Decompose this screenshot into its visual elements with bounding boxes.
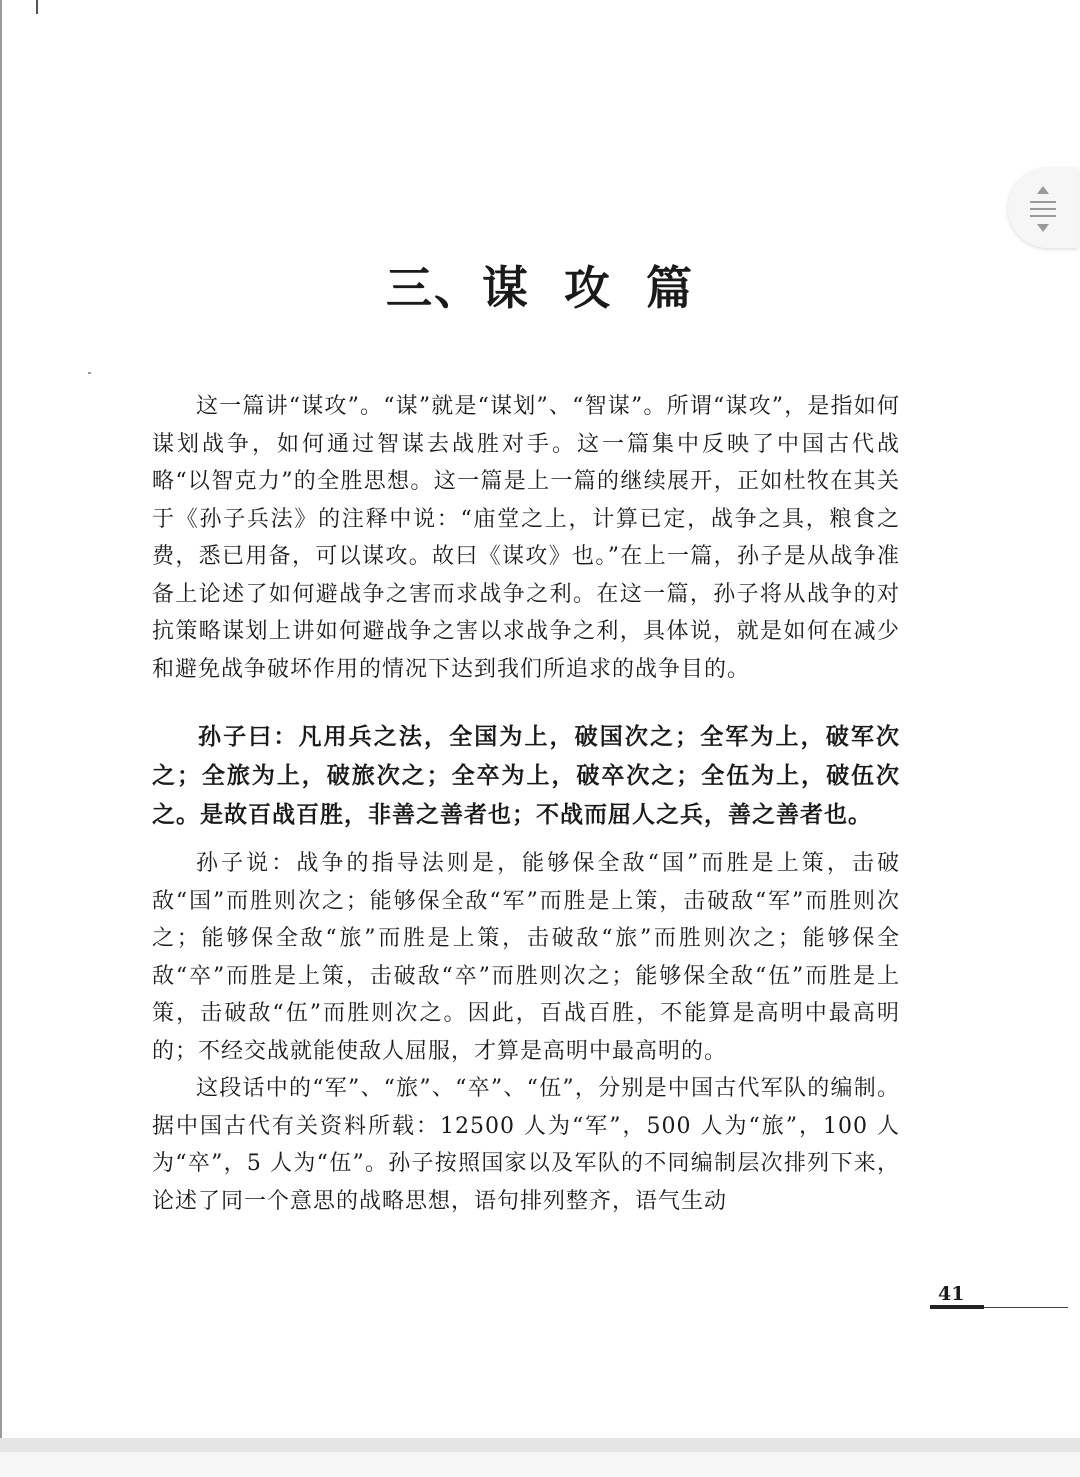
next-page-strip bbox=[0, 1452, 1080, 1477]
scroll-line bbox=[1030, 201, 1056, 203]
arrow-up-icon bbox=[1037, 186, 1049, 194]
chapter-title-part: 篇 bbox=[646, 261, 694, 315]
scan-speck bbox=[88, 372, 91, 374]
chapter-title bbox=[0, 258, 1080, 318]
page-number-bar bbox=[930, 1305, 984, 1309]
original-text-quote: 孙子曰：凡用兵之法，全国为上，破国次之；全军为上，破军次之；全旅为上，破旅次之；全卒为上，破卒次之；全伍为上，破伍次之。是故百战百胜，非善之善者也；不战而屈人之兵，善之善者也。 bbox=[152, 724, 900, 828]
page-edge bbox=[0, 0, 2, 1440]
page-separator bbox=[0, 1438, 1080, 1452]
arrow-down-icon bbox=[1037, 224, 1049, 232]
scroll-line bbox=[1030, 215, 1056, 217]
page-number: 41 bbox=[938, 1283, 965, 1305]
translation-paragraph: 孙子说：战争的指导法则是，能够保全敌“国”而胜是上策，击破敌“国”而胜则次之；能够保全敌“军”而胜是上策，击破敌“军”而胜则次之；能够保全敌“旅”而胜是上策，击破敌“旅”而胜则次之；能够保全敌“卒”而胜是上策，击破敌“卒”而胜则次之；能够保全敌“伍”而胜是上策，击破敌“伍”而胜则次之。因此，百战百胜，不能算是高明中最高明的；不经交战就能使敌人屈服，才算是高明中最高明的。 bbox=[152, 851, 900, 1064]
scroll-line bbox=[1030, 208, 1056, 210]
scroll-position-icon[interactable] bbox=[1008, 168, 1078, 248]
scan-mark bbox=[36, 0, 38, 14]
page-number-rule bbox=[984, 1307, 1068, 1308]
commentary-paragraph: 这段话中的“军”、“旅”、“卒”、“伍”，分别是中国古代军队的编制。据中国古代有关资料所载：12500 人为“军”，500 人为“旅”，100 人为“卒”，5 人为“伍”。孙子按照国家以及军队的不同编制层次排列下来，论述了同一个意思的战略思想，语句排列整齐，语气生动 bbox=[152, 1076, 900, 1214]
page-body bbox=[152, 388, 900, 1220]
intro-paragraph: 这一篇讲“谋攻”。“谋”就是“谋划”、“智谋”。所谓“谋攻”，是指如何谋划战争，如何通过智谋去战胜对手。这一篇集中反映了中国古代战略“以智克力”的全胜思想。这一篇是上一篇的继续展开，正如杜牧在其关于《孙子兵法》的注释中说：“庙堂之上，计算已定，战争之具，粮食之费，悉已用备，可以谋攻。故曰《谋攻》也。”在上一篇，孙子是从战争准备上论述了如何避战争之害而求战争之利。在这一篇，孙子将从战争的对抗策略谋划上讲如何避战争之害以求战争之利，具体说，就是如何在减少和避免战争破坏作用的情况下达到我们所追求的战争目的。 bbox=[152, 394, 900, 682]
chapter-title-part: 三、谋 bbox=[386, 261, 530, 315]
chapter-title-part: 攻 bbox=[564, 261, 612, 315]
